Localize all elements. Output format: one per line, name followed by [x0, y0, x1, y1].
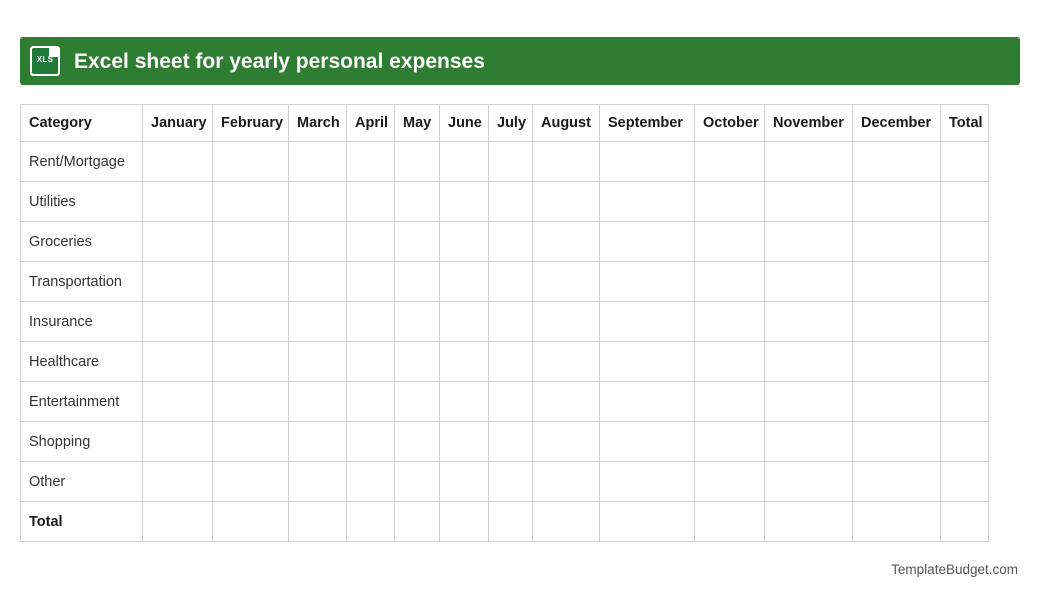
cell[interactable]	[289, 182, 347, 222]
row-label: Entertainment	[21, 382, 143, 422]
cell[interactable]	[143, 382, 213, 422]
cell[interactable]	[489, 142, 533, 182]
cell[interactable]	[213, 382, 289, 422]
cell[interactable]	[533, 462, 600, 502]
cell[interactable]	[143, 142, 213, 182]
cell[interactable]	[289, 142, 347, 182]
cell[interactable]	[395, 382, 440, 422]
cell[interactable]	[395, 462, 440, 502]
cell[interactable]	[213, 462, 289, 502]
cell[interactable]	[765, 502, 853, 542]
cell[interactable]	[395, 262, 440, 302]
cell[interactable]	[941, 222, 989, 262]
xls-icon-label: XLS	[36, 55, 54, 64]
table-row	[21, 222, 989, 262]
cell[interactable]	[600, 502, 695, 542]
column-header-december: December	[853, 105, 941, 142]
cell[interactable]	[440, 382, 489, 422]
cell[interactable]	[143, 262, 213, 302]
cell[interactable]	[143, 502, 213, 542]
cell[interactable]	[533, 222, 600, 262]
cell[interactable]	[213, 302, 289, 342]
cell[interactable]	[533, 142, 600, 182]
cell[interactable]	[289, 382, 347, 422]
cell[interactable]	[765, 182, 853, 222]
row-label: Utilities	[21, 182, 143, 222]
table-body	[21, 142, 989, 542]
cell[interactable]	[853, 382, 941, 422]
column-header-july: July	[489, 105, 533, 142]
cell[interactable]	[941, 502, 989, 542]
cell[interactable]	[765, 262, 853, 302]
column-header-march: March	[289, 105, 347, 142]
cell[interactable]	[289, 302, 347, 342]
cell[interactable]	[600, 422, 695, 462]
cell[interactable]	[440, 302, 489, 342]
row-label: Rent/Mortgage	[21, 142, 143, 182]
column-header-august: August	[533, 105, 600, 142]
cell[interactable]	[347, 462, 395, 502]
cell[interactable]	[765, 142, 853, 182]
expenses-table-container	[20, 104, 983, 542]
cell[interactable]	[395, 302, 440, 342]
cell[interactable]	[143, 462, 213, 502]
column-header-october: October	[695, 105, 765, 142]
cell[interactable]	[489, 222, 533, 262]
cell[interactable]	[289, 262, 347, 302]
cell[interactable]	[347, 182, 395, 222]
cell[interactable]	[695, 342, 765, 382]
cell[interactable]	[533, 502, 600, 542]
cell[interactable]	[347, 142, 395, 182]
cell[interactable]	[765, 302, 853, 342]
cell[interactable]	[213, 222, 289, 262]
cell[interactable]	[533, 382, 600, 422]
cell[interactable]	[489, 182, 533, 222]
cell[interactable]	[213, 142, 289, 182]
cell[interactable]	[600, 462, 695, 502]
cell[interactable]	[853, 222, 941, 262]
cell[interactable]	[941, 302, 989, 342]
cell[interactable]	[853, 142, 941, 182]
cell[interactable]	[941, 342, 989, 382]
row-label: Insurance	[21, 302, 143, 342]
table-row-total	[21, 502, 989, 542]
cell[interactable]	[347, 222, 395, 262]
cell[interactable]	[600, 222, 695, 262]
cell[interactable]	[853, 342, 941, 382]
cell[interactable]	[347, 382, 395, 422]
cell[interactable]	[853, 182, 941, 222]
cell[interactable]	[440, 422, 489, 462]
xls-file-icon	[30, 46, 60, 76]
cell[interactable]	[395, 222, 440, 262]
cell[interactable]	[600, 142, 695, 182]
cell[interactable]	[941, 262, 989, 302]
cell[interactable]	[289, 502, 347, 542]
row-label: Groceries	[21, 222, 143, 262]
row-label: Other	[21, 462, 143, 502]
cell[interactable]	[853, 302, 941, 342]
cell[interactable]	[143, 422, 213, 462]
cell[interactable]	[289, 422, 347, 462]
cell[interactable]	[213, 422, 289, 462]
table-row	[21, 262, 989, 302]
cell[interactable]	[440, 462, 489, 502]
cell[interactable]	[395, 422, 440, 462]
cell[interactable]	[213, 262, 289, 302]
table-row	[21, 302, 989, 342]
cell[interactable]	[600, 302, 695, 342]
cell[interactable]	[489, 422, 533, 462]
cell[interactable]	[489, 462, 533, 502]
cell[interactable]	[941, 142, 989, 182]
cell[interactable]	[765, 422, 853, 462]
cell[interactable]	[489, 302, 533, 342]
cell[interactable]	[347, 342, 395, 382]
cell[interactable]	[395, 182, 440, 222]
cell[interactable]	[853, 462, 941, 502]
cell[interactable]	[440, 142, 489, 182]
document-header-bar	[20, 37, 1020, 85]
table-row	[21, 462, 989, 502]
row-label: Transportation	[21, 262, 143, 302]
cell[interactable]	[440, 342, 489, 382]
cell[interactable]	[289, 342, 347, 382]
cell[interactable]	[440, 182, 489, 222]
cell[interactable]	[533, 422, 600, 462]
cell[interactable]	[765, 462, 853, 502]
column-header-january: January	[143, 105, 213, 142]
table-row	[21, 182, 989, 222]
cell[interactable]	[941, 182, 989, 222]
cell[interactable]	[395, 142, 440, 182]
table-header-row	[21, 105, 989, 142]
cell[interactable]	[695, 182, 765, 222]
cell[interactable]	[347, 502, 395, 542]
cell[interactable]	[347, 422, 395, 462]
cell[interactable]	[941, 422, 989, 462]
table-row	[21, 422, 989, 462]
cell[interactable]	[695, 462, 765, 502]
row-label: Shopping	[21, 422, 143, 462]
column-header-may: May	[395, 105, 440, 142]
cell[interactable]	[695, 222, 765, 262]
cell[interactable]	[853, 422, 941, 462]
cell[interactable]	[695, 142, 765, 182]
cell[interactable]	[853, 502, 941, 542]
cell[interactable]	[941, 462, 989, 502]
cell[interactable]	[533, 182, 600, 222]
cell[interactable]	[695, 422, 765, 462]
column-header-september: September	[600, 105, 695, 142]
column-header-november: November	[765, 105, 853, 142]
cell[interactable]	[941, 382, 989, 422]
cell[interactable]	[765, 342, 853, 382]
cell[interactable]	[695, 502, 765, 542]
column-header-june: June	[440, 105, 489, 142]
cell[interactable]	[489, 382, 533, 422]
column-header-category: Category	[21, 105, 143, 142]
cell[interactable]	[600, 262, 695, 302]
cell[interactable]	[695, 262, 765, 302]
cell[interactable]	[600, 382, 695, 422]
cell[interactable]	[489, 262, 533, 302]
cell[interactable]	[600, 182, 695, 222]
cell[interactable]	[289, 222, 347, 262]
footer-credit: TemplateBudget.com	[891, 562, 1018, 577]
page-title: Excel sheet for yearly personal expenses	[74, 49, 485, 73]
table-row	[21, 142, 989, 182]
cell[interactable]	[440, 222, 489, 262]
column-header-february: February	[213, 105, 289, 142]
cell[interactable]	[143, 302, 213, 342]
cell[interactable]	[347, 262, 395, 302]
cell[interactable]	[395, 342, 440, 382]
cell[interactable]	[143, 342, 213, 382]
column-header-total: Total	[941, 105, 989, 142]
cell[interactable]	[395, 502, 440, 542]
cell[interactable]	[600, 342, 695, 382]
table-row	[21, 342, 989, 382]
cell[interactable]	[695, 382, 765, 422]
yearly-expenses-table	[20, 104, 989, 542]
cell[interactable]	[489, 502, 533, 542]
row-label: Healthcare	[21, 342, 143, 382]
cell[interactable]	[143, 222, 213, 262]
cell[interactable]	[533, 342, 600, 382]
cell[interactable]	[533, 302, 600, 342]
cell[interactable]	[213, 342, 289, 382]
cell[interactable]	[853, 262, 941, 302]
cell[interactable]	[440, 502, 489, 542]
cell[interactable]	[213, 182, 289, 222]
cell[interactable]	[765, 222, 853, 262]
row-label-total: Total	[21, 502, 143, 542]
cell[interactable]	[765, 382, 853, 422]
cell[interactable]	[347, 302, 395, 342]
cell[interactable]	[213, 502, 289, 542]
column-header-april: April	[347, 105, 395, 142]
cell[interactable]	[440, 262, 489, 302]
table-row	[21, 382, 989, 422]
cell[interactable]	[695, 302, 765, 342]
cell[interactable]	[489, 342, 533, 382]
cell[interactable]	[533, 262, 600, 302]
cell[interactable]	[143, 182, 213, 222]
cell[interactable]	[289, 462, 347, 502]
